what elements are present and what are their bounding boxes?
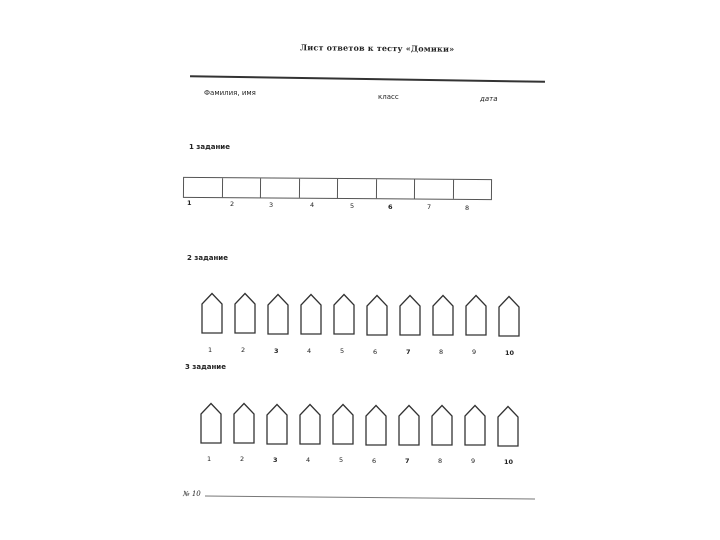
house-shape [298, 403, 322, 445]
house-shape [398, 294, 422, 336]
task3-number: 1 [207, 455, 212, 463]
house-shape [496, 405, 520, 447]
task2-number: 2 [241, 346, 246, 355]
header-line [190, 75, 545, 82]
house-shape [232, 402, 256, 444]
house-shape [299, 293, 323, 335]
task3-number: 5 [339, 456, 344, 465]
house-shape [199, 402, 223, 444]
task2-number: 6 [373, 347, 378, 356]
footer-line [205, 496, 535, 500]
task3-label: 3 задание [185, 363, 226, 371]
house-shape [200, 292, 224, 334]
answer-cell [338, 179, 377, 198]
name-label: Фамилия, имя [204, 89, 256, 97]
task2-number: 10 [505, 348, 515, 357]
task2-number: 8 [439, 348, 444, 357]
house-shape [332, 293, 356, 335]
house-shape [431, 294, 455, 336]
task3-number: 2 [240, 455, 245, 464]
house-shape [430, 404, 454, 446]
task3-number: 7 [405, 456, 410, 465]
task3-number: 6 [372, 456, 377, 465]
class-label: класс [378, 93, 399, 101]
task2-label: 2 задание [187, 254, 228, 262]
task1-answer-cells [183, 177, 492, 200]
task1-number: 8 [465, 204, 470, 212]
house-shape [364, 404, 388, 446]
answer-cell [453, 180, 491, 199]
task1-number: 5 [350, 202, 355, 210]
answer-cell [299, 179, 338, 198]
task3-number: 10 [504, 457, 514, 466]
task1-number: 6 [388, 203, 393, 211]
task2-number: 9 [472, 348, 477, 357]
house-shape [497, 295, 521, 337]
task2-number: 5 [340, 347, 345, 356]
answer-cell [222, 178, 261, 197]
task1-number: 1 [187, 199, 192, 207]
date-label: дата [480, 95, 498, 103]
answer-cell [184, 178, 223, 197]
house-shape [331, 403, 355, 445]
task1-number: 3 [269, 201, 274, 209]
task2-number: 3 [274, 346, 279, 355]
house-shape [463, 404, 487, 446]
house-shape [266, 293, 290, 335]
task3-number: 9 [471, 457, 476, 466]
answer-cell [376, 179, 415, 198]
answer-cell [261, 178, 300, 197]
task1-number: 4 [310, 201, 315, 209]
task2-number: 1 [208, 346, 213, 354]
task2-number: 7 [406, 347, 411, 356]
house-shape [233, 292, 257, 334]
document-title: Лист ответов к тесту «Домики» [299, 42, 455, 54]
task3-number: 4 [306, 455, 311, 464]
house-shape [265, 403, 289, 445]
answer-cell [415, 180, 454, 199]
house-shape [464, 294, 488, 336]
task3-number: 3 [273, 455, 278, 464]
task3-number: 8 [438, 457, 443, 466]
house-shape [397, 404, 421, 446]
task2-number: 4 [307, 346, 312, 355]
task1-label: 1 задание [189, 143, 230, 151]
footer-number: № 10 [183, 490, 201, 498]
task1-number: 2 [230, 200, 235, 208]
house-shape [365, 294, 389, 336]
task1-number: 7 [427, 203, 432, 211]
